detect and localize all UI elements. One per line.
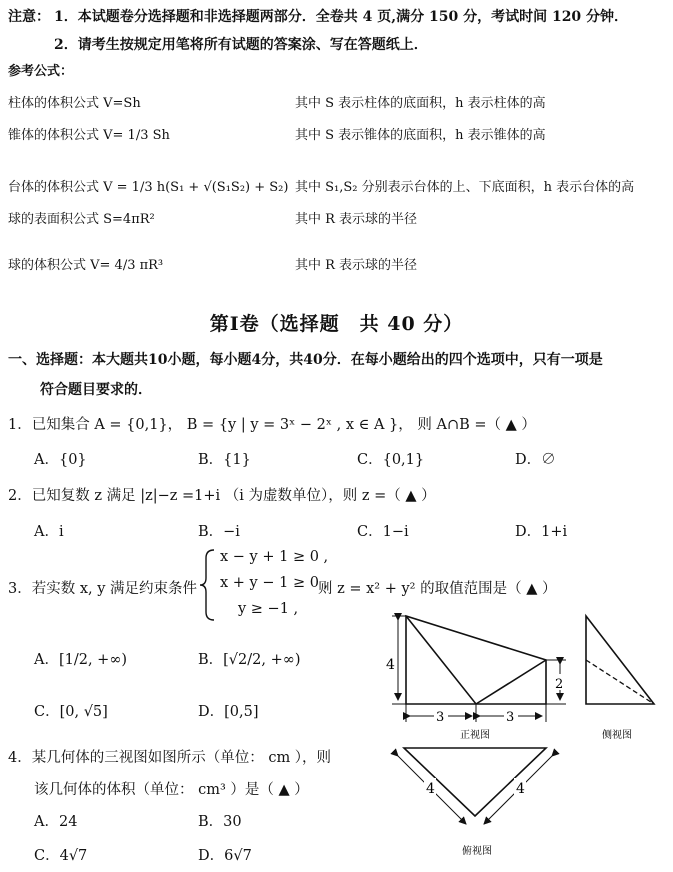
- front-base-right-label: 3: [506, 710, 515, 725]
- formula-pyramid: 锥体的体积公式 V= 1/3 Sh: [8, 128, 170, 143]
- question-3-stem-suffix: 则 z = x² + y² 的取值范围是（ ▲ ）: [318, 581, 557, 597]
- formula-frustum: 台体的体积公式 V = 1/3 h(S₁ + √(S₁S₂) + S₂): [8, 180, 289, 195]
- question-1-option-a: A．{0}: [34, 452, 87, 468]
- formula-prism: 柱体的体积公式 V=Sh: [8, 96, 141, 111]
- notice-item-2: 2．请考生按规定用笔将所有试题的答案涂、写在答题纸上．: [54, 37, 428, 53]
- question-3-option-b: B．[√2/2, +∞): [198, 652, 301, 668]
- formula-sphere-volume-note: 其中 R 表示球的半径: [295, 258, 418, 273]
- section-title: 第Ⅰ卷（选择题 共 40 分）: [209, 313, 464, 335]
- question-4-option-d: D．6√7: [198, 848, 252, 864]
- front-height-label: 4: [386, 657, 395, 673]
- question-2-option-c: C．1−i: [357, 524, 409, 540]
- question-2-stem: 2．已知复数 z 满足 |z|−z =1+i （i 为虚数单位），则 z =（ ▲ ）: [8, 488, 436, 504]
- question-2-option-a: A．i: [34, 524, 64, 540]
- formula-pyramid-note: 其中 S 表示锥体的底面积，h 表示锥体的高: [295, 128, 546, 143]
- front-right-height-label: 2: [555, 677, 564, 692]
- question-1-option-d: D．∅: [515, 452, 556, 468]
- front-base-left-label: 3: [436, 710, 445, 725]
- top-left-edge-label: 4: [426, 781, 435, 797]
- notice-item-1: 1．本试题卷分选择题和非选择题两部分．全卷共 4 页,满分 150 分，考试时间 120 分钟．: [54, 9, 629, 25]
- question-2-option-d: D．1+i: [515, 524, 568, 540]
- question-1-option-b: B．{1}: [198, 452, 251, 468]
- question-3-option-a: A．[1/2, +∞): [34, 652, 128, 668]
- formula-frustum-note: 其中 S₁,S₂ 分别表示台体的上、下底面积，h 表示台体的高: [295, 180, 635, 195]
- section-instruction-cont: 符合题目要求的．: [40, 382, 152, 398]
- constraint-1: x − y + 1 ≥ 0 ,: [220, 549, 329, 565]
- question-3-stem: 3．若实数 x, y 满足约束条件: [8, 581, 198, 597]
- side-view: [586, 616, 654, 704]
- section-instruction: 一、选择题：本大题共10小题，每小题4分，共40分．在每小题给出的四个选项中，只有一项是: [8, 352, 603, 368]
- top-right-edge-label: 4: [516, 781, 525, 797]
- front-view: [406, 616, 546, 704]
- question-1-stem: 1．已知集合 A = {0,1}， B = {y | y = 3ˣ − 2ˣ , x ∈ A }， 则 A∩B =（ ▲ ）: [8, 417, 536, 433]
- constraint-2: x + y − 1 ≥ 0 ,: [220, 575, 329, 591]
- question-4-option-b: B．30: [198, 814, 242, 830]
- formula-sphere-area-note: 其中 R 表示球的半径: [295, 212, 418, 227]
- question-3-option-c: C．[0, √5]: [34, 704, 108, 720]
- top-view-label: 俯视图: [462, 846, 492, 857]
- notice-label: 注意：: [8, 9, 50, 25]
- constraint-3: y ≥ −1 ,: [238, 601, 299, 617]
- question-4-option-c: C．4√7: [34, 848, 88, 864]
- formula-sphere-volume: 球的体积公式 V= 4/3 πR³: [8, 258, 164, 273]
- question-3-option-d: D．[0,5]: [198, 704, 259, 720]
- question-2-option-b: B．−i: [198, 524, 240, 540]
- side-view-label: 侧视图: [602, 730, 632, 741]
- front-view-label: 正视图: [460, 730, 490, 741]
- three-view-figure: [380, 606, 670, 868]
- constraint-brace: [196, 548, 218, 622]
- formula-sphere-area: 球的表面积公式 S=4πR²: [8, 212, 155, 227]
- formula-prism-note: 其中 S 表示柱体的底面积，h 表示柱体的高: [295, 96, 546, 111]
- formula-heading: 参考公式：: [8, 64, 74, 79]
- question-4-stem-cont: 该几何体的体积（单位： cm³ ）是（ ▲ ）: [34, 782, 309, 798]
- question-1-option-c: C．{0,1}: [357, 452, 425, 468]
- question-4-stem: 4．某几何体的三视图如图所示（单位： cm ），则: [8, 750, 332, 766]
- question-4-option-a: A．24: [34, 814, 78, 830]
